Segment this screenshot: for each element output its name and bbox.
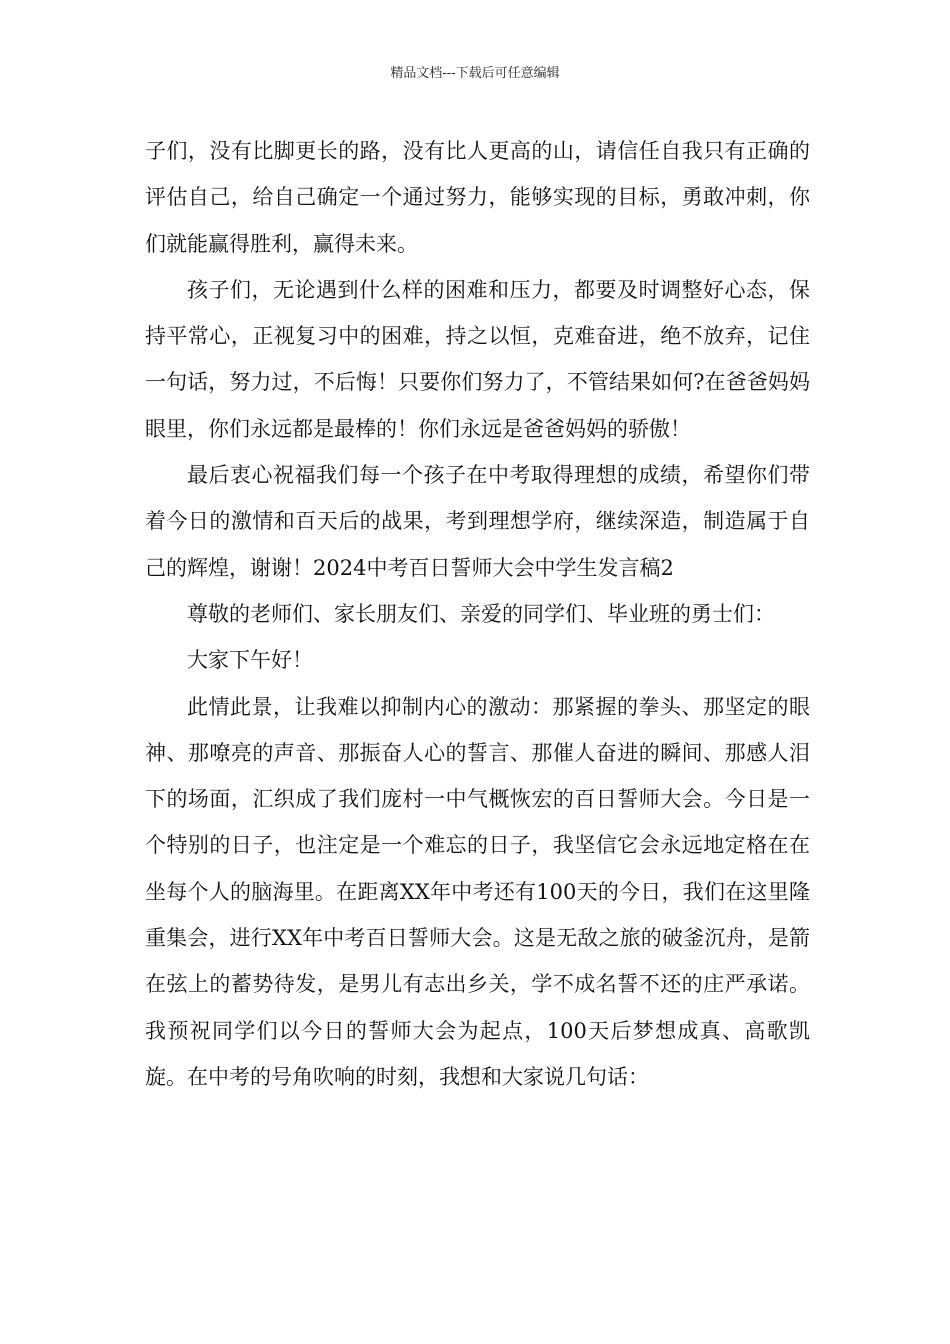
page-header: 精品文档---下载后可任意编辑: [390, 66, 560, 81]
paragraph-4-salutation: 尊敬的老师们、家长朋友们、亲爱的同学们、毕业班的勇士们：: [187, 601, 775, 626]
document-body: [145, 128, 810, 1100]
paragraph-1: 子们，没有比脚更长的路，没有比人更高的山，请信任自我只有正确的评估自己，给自己确定一个通过努力，能够实现的目标，勇敢冲刺，你们就能赢得胜利，赢得未来。: [145, 139, 810, 256]
paragraph-3: 最后衷心祝福我们每一个孩子在中考取得理想的成绩，希望你们带着今日的激情和百天后的战果，考到理想学府，继续深造，制造属于自己的辉煌，谢谢！2024中考百日誓师大会中学生发言稿2: [145, 463, 810, 580]
paragraph-6: 此情此景，让我难以抑制内心的激动：那紧握的拳头、那坚定的眼神、那嘹亮的声音、那振奋人心的誓言、那催人奋进的瞬间、那感人泪下的场面，汇织成了我们庞村一中气概恢宏的百日誓师大会。今日是一个特别的日子，也注定是一个难忘的日子，我坚信它会永远地定格在在坐每个人的脑海里。在距离XX年中考还有100天的今日，我们在这里隆重集会，进行XX年中考百日誓师大会。这是无敌之旅的破釜沉舟，是箭在弦上的蓄势待发，是男儿有志出乡关，学不成名誓不还的庄严承诺。我预祝同学们以今日的誓师大会为起点，100天后梦想成真、高歌凯旋。在中考的号角吹响的时刻，我想和大家说几句话：: [145, 694, 810, 1089]
paragraph-5-greeting: 大家下午好！: [187, 648, 313, 673]
paragraph-2: 孩子们，无论遇到什么样的困难和压力，都要及时调整好心态，保持平常心，正视复习中的困难，持之以恒，克难奋进，绝不放弃，记住一句话，努力过，不后悔！只要你们努力了，不管结果如何?在爸爸妈妈眼里，你们永远都是最棒的！你们永远是爸爸妈妈的骄傲！: [145, 277, 810, 441]
